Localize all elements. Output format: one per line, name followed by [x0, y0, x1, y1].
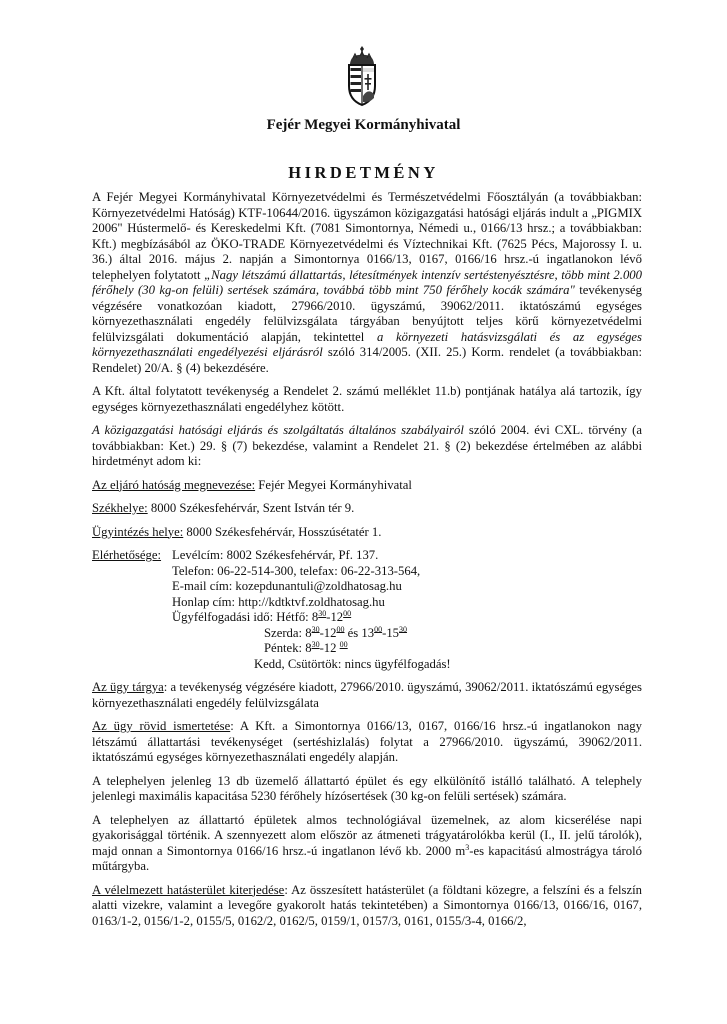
mail-address: Levélcím: 8002 Székesfehérvár, Pf. 137.	[172, 548, 379, 562]
legal-basis-paragraph: A közigazgatási hatósági eljárás és szolgáltatás általános szabályairól szóló 2004. évi CXL. törvény (a továbbiakban: Ket.) 29. § (7) bekezdése, valamint a Rendelet 21. § (2) bekezdése értelmében az alábbi hirdetményt adom ki:	[92, 423, 642, 468]
office-hours-wednesday: Szerda: $8^{30}-12^{00}$ és $13^{00}-15^{30}$	[264, 624, 408, 640]
agency-name: Fejér Megyei Kormányhivatal	[266, 117, 461, 133]
coat-of-arms-icon	[341, 44, 383, 108]
manure-paragraph: A telephelyen az állattartó épületek almos technológiával üzemelnek, az alom kicserélése napi gyakorisággal történik. A szennyezett alom először az átmeneti trágyatárolókba kerül (I., II. jelű tárolók), majd onnan a Simontornya 0166/16 hrsz.-ú ingatlanon lévő kb. 2000 $m^3-es$ kapacitású almostrágya tároló műtárgyba.	[92, 812, 642, 873]
document-body	[92, 190, 642, 937]
intro-paragraph: A Fejér Megyei Kormányhivatal Környezetvédelmi és Természetvédelmi Főosztályán (a továbbiakban: Környezetvédelmi Hatóság) KTF-10644/2016. ügyszámon közigazgatási hatósági eljárás indult a „PIGMIX 2006" Hústermelő- és Kereskedelmi Kft. (7081 Simontornya, Némedi u., 0166/13 hrsz.; a továbbiakban: Kft.) megbízásából az ÖKO-TRADE Környezetvédelmi és Víztechnikai Kft. (7625 Pécs, Majorossy I. u. 36.) által 2016. május 2. napján a Simontornya 0166/13, 0167, 0166/16 hrsz.-ú ingatlanokon lévő telephelyen folytatott „Nagy létszámú állattartás, létesítmények intenzív sertéstenyésztésre, több mint 2.000 férőhely (30 kg-on felüli) sertések számára, továbbá több mint 750 férőhely kocák számára" tevékenység végzésére vonatkozóan kiadott, 27966/2010. ügyszámú, 39062/2011. iktatószámú egységes környezethasználati engedély felülvizsgálata tárgyában benyújtott teljes körű környezetvédelmi felülvizsgálati dokumentáció alapján, tekintettel a környezeti hatásvizsgálati és az egységes környezethasználati engedélyezési eljárásról szóló 314/2005. (XII. 25.) Korm. rendelet (a továbbiakban: Rendelet) 20/A. § (4) bekezdésére.	[92, 190, 642, 375]
case-summary: Az ügy rövid ismertetése: A Kft. a Simontornya 0166/13, 0167, 0166/16 hrsz.-ú ingatlanokon nagy létszámú állattartási tevékenységet (sertéshizlalás) folytat a 27966/2010. ügyszámú, 39062/2011. iktatószámú egységes környezethasználati engedély alapján.	[92, 719, 642, 764]
authority-name: Az eljáró hatóság megnevezése: Fejér Megyei Kormányhivatal	[92, 477, 412, 492]
office-hours-monday: Ügyfélfogadási idő: Hétfő: $8^{30}-12^{00}$	[172, 608, 352, 624]
contact-block	[92, 548, 642, 672]
office-hours-friday: Péntek: $8^{30}-12$ $^{00}$	[264, 639, 348, 655]
phone-fax: Telefon: 06-22-514-300, telefax: 06-22-313-564,	[172, 563, 421, 578]
office-hours-closed: Kedd, Csütörtök: nincs ügyfélfogadás!	[254, 656, 451, 671]
capacity-paragraph: A telephelyen jelenleg 13 db üzemelő állattartó épület és egy elkülönítő istálló található. A telephely jelenlegi maximális kapacitása 5230 férőhely hízósertések (30 kg-on felüli sertések) számára.	[92, 773, 642, 803]
document-title: HIRDETMÉNY	[288, 163, 439, 182]
authority-office: Ügyintézés helye: 8000 Székesfehérvár, Hosszúsétatér 1.	[92, 524, 382, 539]
website: Honlap cím: http://kdtktvf.zoldhatosag.hu	[172, 594, 385, 609]
contact-label: Elérhetősége:	[92, 548, 162, 562]
case-subject: Az ügy tárgya: a tevékenység végzésére kiadott, 27966/2010. ügyszámú, 39062/2011. iktatószámú egységes környezethasználati engedély felülvizsgálata	[92, 680, 642, 710]
email-address: E-mail cím: kozepdunantuli@zoldhatosag.hu	[172, 579, 402, 593]
impact-area-paragraph: A vélelmezett hatásterület kiterjedése: Az összesített hatásterület (a földtani közegre, a felszíni és a felszín alatti vizekre, valamint a levegőre gyakorolt hatás tekintetében) a Simontornya 0166/13, 0166/16, 0167, 0163/1-2, 0156/1-2, 0155/5, 0162/2, 0162/5, 0159/1, 0157/3, 0161, 0155/3-4, 0166/2,	[92, 882, 642, 928]
authority-seat: Székhelye: 8000 Székesfehérvár, Szent István tér 9.	[92, 501, 355, 515]
classification-paragraph: A Kft. által folytatott tevékenység a Rendelet 2. számú melléklet 11.b) pontjának hatálya alá tartozik, így egységes környezethasználati engedélyhez kötött.	[92, 384, 642, 414]
